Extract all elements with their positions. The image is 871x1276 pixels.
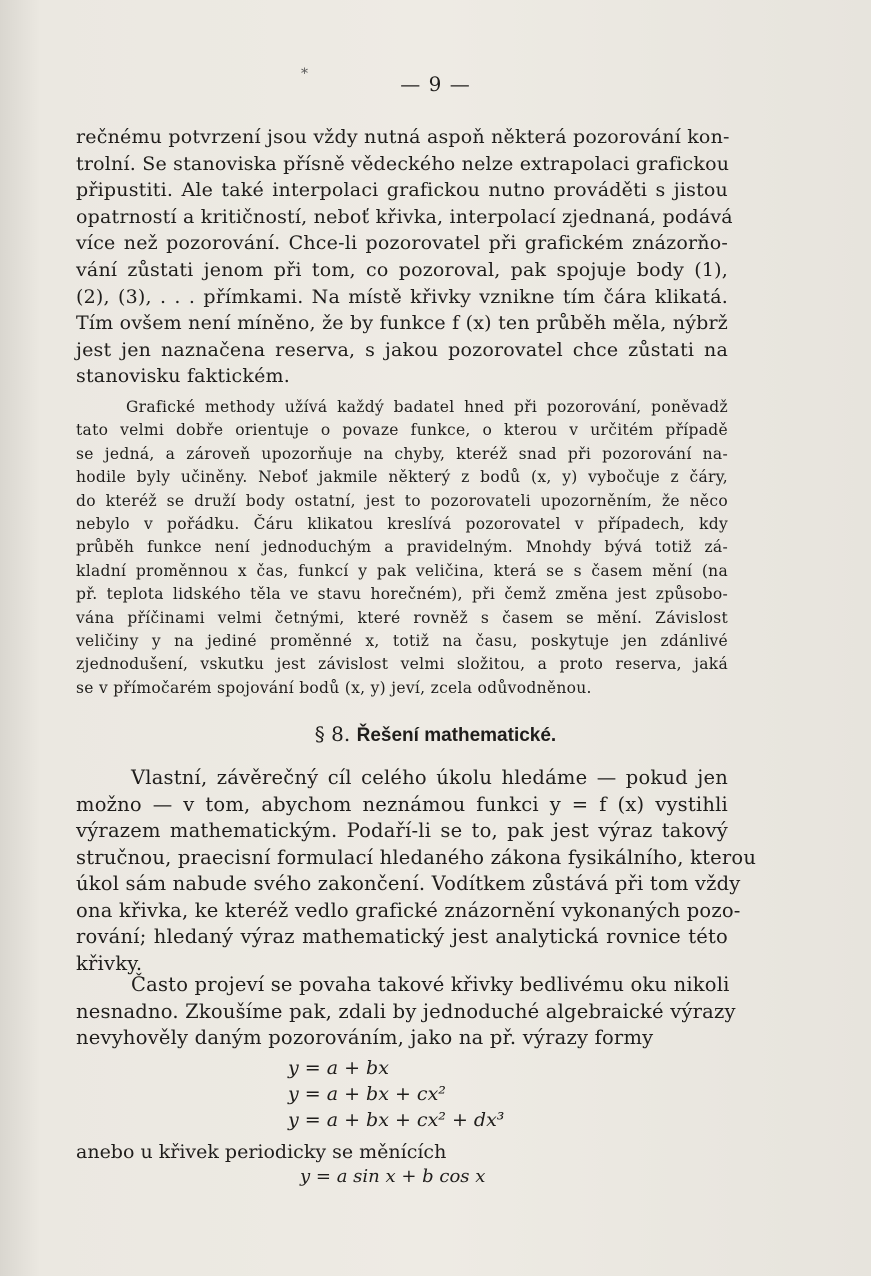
text-line: rečnému potvrzení jsou vždy nutná aspoň některá pozorování kon- xyxy=(76,126,730,148)
equation-cubic: y = a + bx + cx² + dx³ xyxy=(288,1109,505,1131)
text-line: průběh funkce není jednoduchým a pravidelným. Mnohdy bývá totiž zá- xyxy=(76,538,728,557)
text-line: jest jen naznačena reserva, s jakou pozorovatel chce zůstati na xyxy=(76,338,728,361)
text-line: křivky. xyxy=(76,951,143,975)
equation-linear: y = a + bx xyxy=(288,1057,389,1079)
text-line: Tím ovšem není míněno, že by funkce f (x) ten průběh měla, nýbrž xyxy=(76,312,728,335)
text-line: nevyhověly daným pozorováním, jako na př. výrazy formy xyxy=(76,1026,654,1049)
text-line: vána příčinami velmi četnými, které rovněž s časem se mění. Závislost xyxy=(76,608,728,627)
text-line: tato velmi dobře orientuje o povaze funkce, o kterou v určitém případě xyxy=(76,421,728,440)
text-line: možno — v tom, abychom neznámou funkci y = f (x) vystihli xyxy=(76,792,728,816)
text-line: rování; hledaný výraz mathematický jest analytická rovnice této xyxy=(76,925,728,948)
text-line: ona křivka, ke kteréž vedlo grafické znázornění vykonaných pozo- xyxy=(76,898,741,922)
text-line: veličiny y na jediné proměnné x, totiž na času, poskytuje jen zdánlivé xyxy=(76,632,728,651)
paragraph-5 xyxy=(76,1139,728,1165)
section-number: § 8. xyxy=(314,722,351,746)
text-line: trolní. Se stanoviska přísně vědeckého nelze extrapolaci grafickou xyxy=(76,152,730,175)
text-line: Často projeví se povaha takové křivky bedlivému oku nikoli xyxy=(131,973,730,996)
text-line: anebo u křivek periodicky se měnících xyxy=(76,1141,447,1163)
text-line: výrazem mathematickým. Podaří-li se to, pak jest výraz takový xyxy=(76,819,728,842)
text-line: se v přímočarém spojování bodů (x, y) jeví, zcela odůvodněnou. xyxy=(76,678,592,697)
text-line: do kteréž se druží body ostatní, jest to pozorovateli upozorněním, že něco xyxy=(76,491,728,510)
text-line: nesnadno. Zkoušíme pak, zdali by jednoduché algebraické výrazy xyxy=(76,999,736,1023)
paragraph-2-small-print xyxy=(76,396,728,700)
text-line: (2), (3), . . . přímkami. Na místě křivky vznikne tím čára klikatá. xyxy=(76,285,728,308)
page-number: — 9 — xyxy=(400,72,471,96)
paragraph-4 xyxy=(76,972,736,1052)
text-line: Vlastní, závěrečný cíl celého úkolu hledáme — pokud jen xyxy=(131,766,728,789)
section-heading xyxy=(0,722,871,747)
equation-periodic: y = a sin x + b cos x xyxy=(300,1166,486,1187)
text-line: připustiti. Ale také interpolaci grafickou nutno prováděti s jistou xyxy=(76,179,728,202)
text-line: nebylo v pořádku. Čáru klikatou kreslívá pozorovatel v případech, kdy xyxy=(76,515,728,534)
equation-block xyxy=(288,1055,504,1133)
text-line: vání zůstati jenom při tom, co pozoroval, pak spojuje body (1), xyxy=(76,258,728,281)
text-line: Grafické methody užívá každý badatel hned při pozorování, poněvadž xyxy=(126,398,728,416)
text-line: více než pozorování. Chce-li pozorovatel při grafickém znázorňo- xyxy=(76,232,728,255)
text-line: opatrností a kritičností, neboť křivka, interpolací zjednaná, podává xyxy=(76,205,733,228)
paragraph-1 xyxy=(76,124,733,390)
ink-mark: * xyxy=(301,66,308,82)
text-line: hodile byly učiněny. Neboť jakmile některý z bodů (x, y) vybočuje z čáry, xyxy=(76,468,728,487)
section-title: Řešení mathematické. xyxy=(356,725,557,746)
text-line: př. teplota lidského těla ve stavu horečném), při čemž změna jest způsobo- xyxy=(76,585,728,604)
text-line: zjednodušení, vskutku jest závislost velmi složitou, a proto reserva, jaká xyxy=(76,655,728,674)
text-line: kladní proměnnou x čas, funkcí y pak veličina, která se s časem mění (na xyxy=(76,561,728,580)
text-line: stručnou, praecisní formulací hledaného zákona fysikálního, kterou xyxy=(76,845,757,869)
text-line: stanovisku faktickém. xyxy=(76,365,290,388)
equation-quadratic: y = a + bx + cx² xyxy=(288,1083,446,1105)
text-line: se jedná, a zároveň upozorňuje na chyby, kteréž snad při pozorování na- xyxy=(76,444,728,463)
paragraph-3 xyxy=(76,765,757,977)
text-line: úkol sám nabude svého zakončení. Vodítkem zůstává při tom vždy xyxy=(76,872,741,895)
